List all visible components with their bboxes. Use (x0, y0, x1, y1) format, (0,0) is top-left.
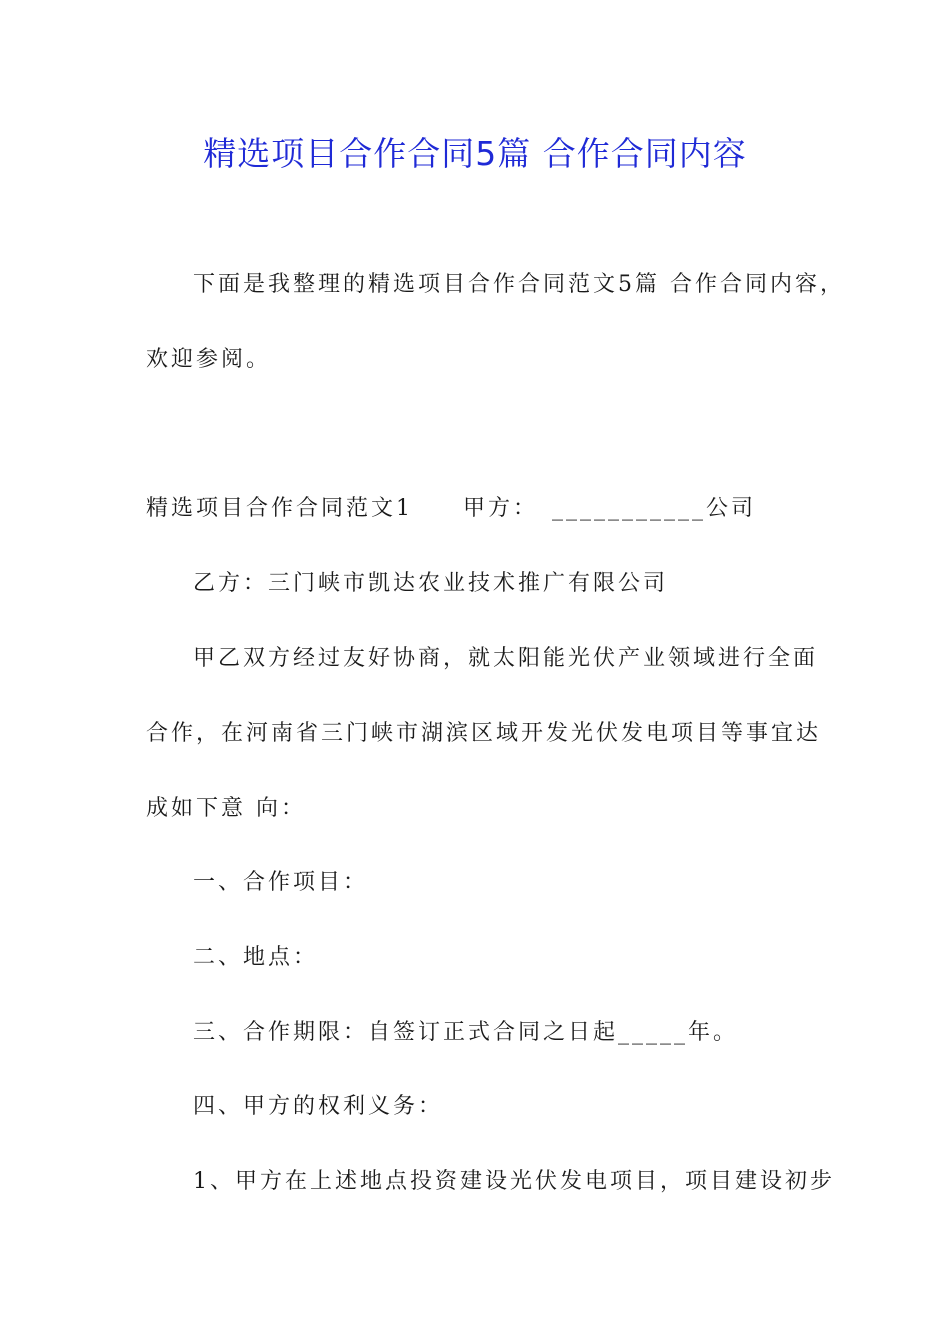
paragraph-line-1: 甲乙双方经过友好协商，就太阳能光伏产业领域进行全面 (193, 646, 819, 671)
paragraph-line-3: 成如下意 向： (146, 796, 306, 821)
party-b-line: 乙方：三门峡市凯达农业技术推广有限公司 (193, 571, 669, 596)
paragraph-line-2: 合作，在河南省三门峡市湖滨区域开发光伏发电项目等事宜达 (146, 721, 822, 746)
intro-line-1: 下面是我整理的精选项目合作合同范文5篇 合作合同内容， (193, 272, 845, 297)
item-cooperation-project: 一、合作项目： (193, 870, 369, 895)
item-party-a-rights: 四、甲方的权利义务： (193, 1094, 444, 1119)
item-party-a-clause-1: 1、甲方在上述地点投资建设光伏发电项目，项目建设初步 (193, 1169, 835, 1194)
document-title: 精选项目合作合同5篇 合作合同内容 (203, 134, 747, 173)
section-heading-line: 精选项目合作合同范文1 甲方： ___________公司 (146, 496, 756, 521)
item-location: 二、地点： (193, 945, 319, 970)
item-cooperation-term: 三、合作期限：自签订正式合同之日起_____年。 (193, 1020, 739, 1045)
intro-line-2: 欢迎参阅。 (146, 347, 272, 372)
